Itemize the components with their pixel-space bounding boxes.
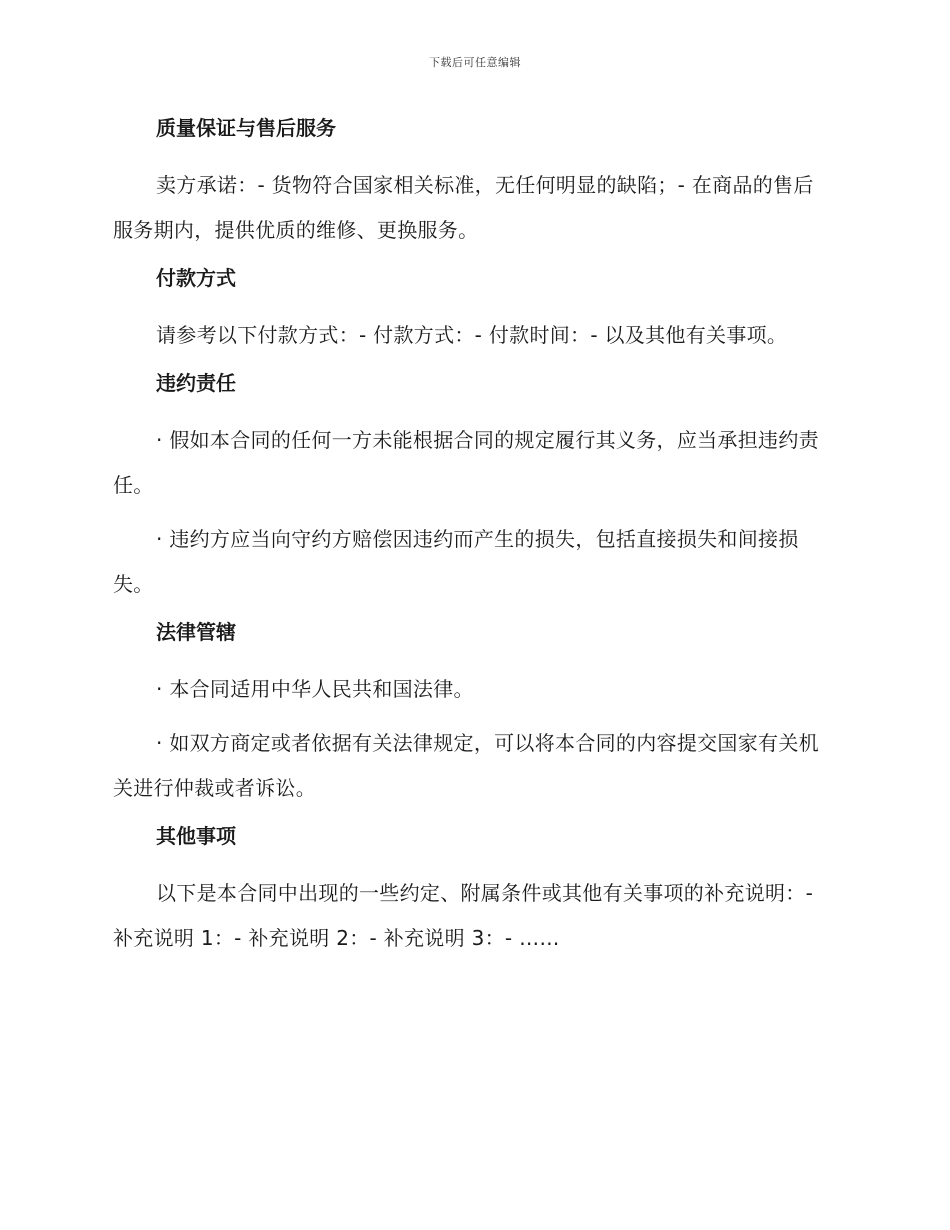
paragraph: · 假如本合同的任何一方未能根据合同的规定履行其义务，应当承担违约责任。: [113, 428, 819, 497]
paragraph: · 如双方商定或者依据有关法律规定，可以将本合同的内容提交国家有关机关进行仲裁或者诉讼。: [113, 731, 819, 800]
section-other-matters: [113, 820, 828, 961]
paragraph: 以下是本合同中出现的一些约定、附属条件或其他有关事项的补充说明：- 补充说明 1：- 补充说明 2：- 补充说明 3：- ……: [113, 881, 814, 950]
document-body: [113, 112, 828, 970]
section-payment-method: [113, 262, 828, 358]
section-quality-after-sales: [113, 112, 828, 253]
paragraph: 卖方承诺：- 货物符合国家相关标准，无任何明显的缺陷；- 在商品的售后服务期内，提供优质的维修、更换服务。: [113, 173, 814, 242]
section-heading: 质量保证与售后服务: [156, 116, 336, 140]
paragraph: 请参考以下付款方式：- 付款方式：- 付款时间：- 以及其他有关事项。: [156, 323, 788, 347]
section-heading: 法律管辖: [156, 620, 236, 644]
section-heading: 付款方式: [156, 266, 236, 290]
paragraph: · 本合同适用中华人民共和国法律。: [156, 677, 474, 701]
section-breach-liability: [113, 367, 828, 607]
section-jurisdiction: [113, 616, 828, 811]
section-heading: 违约责任: [156, 371, 236, 395]
page-header-note: 下载后可任意编辑: [429, 56, 521, 69]
paragraph: · 违约方应当向守约方赔偿因违约而产生的损失，包括直接损失和间接损失。: [113, 527, 799, 596]
section-heading: 其他事项: [156, 824, 236, 848]
